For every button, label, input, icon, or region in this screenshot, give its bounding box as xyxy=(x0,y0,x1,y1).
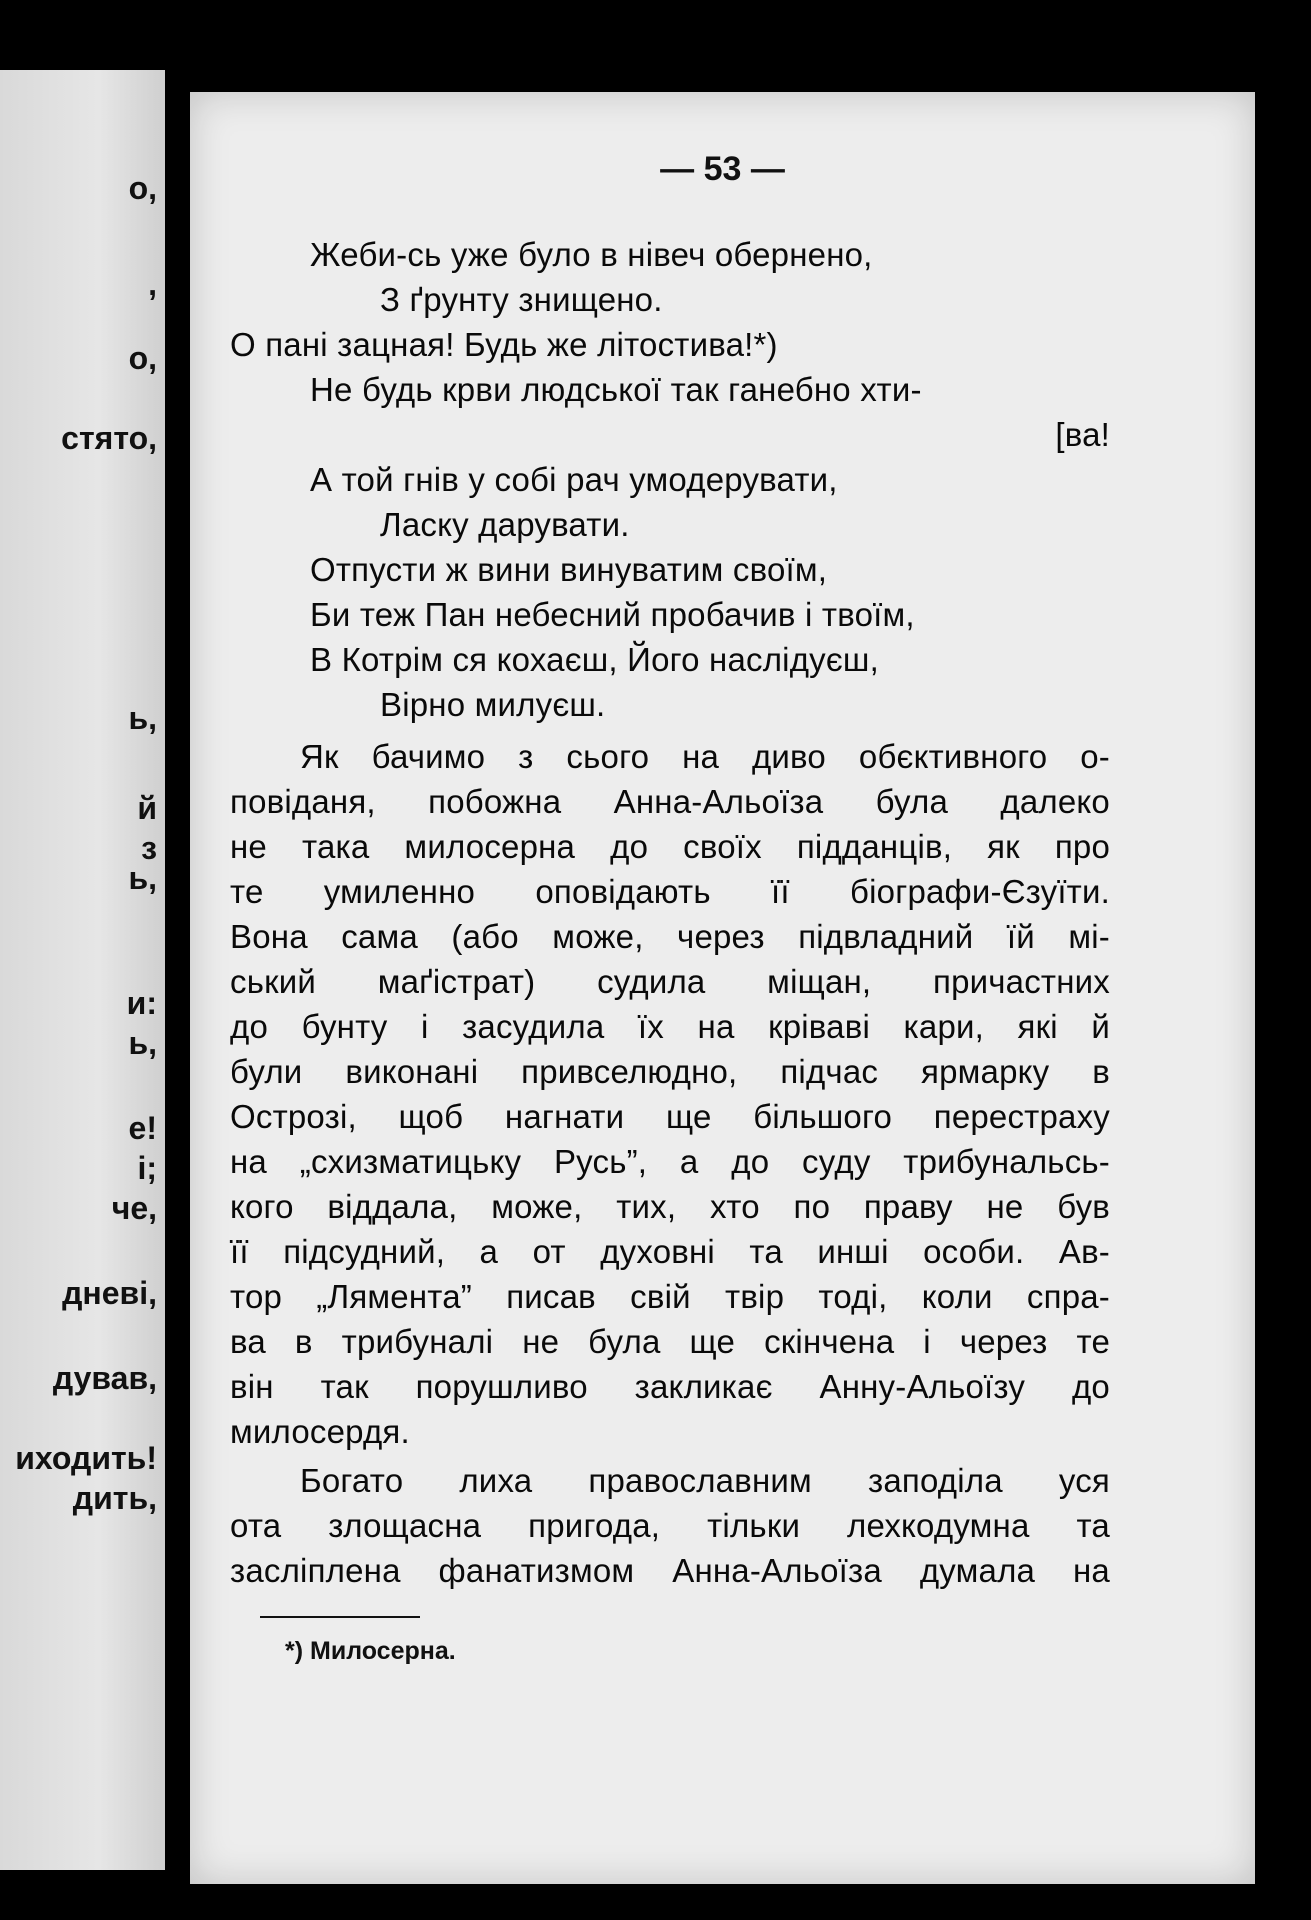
footnote: *) Милосерна. xyxy=(285,1637,456,1665)
poem-line: Би теж Пан небесний пробачив і твоїм, xyxy=(310,596,915,633)
book-page xyxy=(190,92,1255,1884)
poem-block xyxy=(230,232,1110,727)
text-line: були виконані привселюдно, підчас ярмарку в xyxy=(230,1053,1110,1090)
left-page-line: и: xyxy=(126,985,157,1021)
text-line: милосердя. xyxy=(230,1413,410,1450)
poem-line: Вірно милуєш. xyxy=(380,686,606,723)
text-line: ва в трибуналі не була ще скінчена і через те xyxy=(230,1323,1110,1360)
poem-line: А той гнів у собі рач умодерувати, xyxy=(310,461,838,498)
left-page-line: дить, xyxy=(72,1480,157,1516)
left-page-line: ь, xyxy=(128,860,157,896)
text-line: до бунту і засудила їх на кріваві кари, які й xyxy=(230,1008,1110,1045)
footnote-rule xyxy=(260,1616,420,1618)
left-page-line: дував, xyxy=(52,1360,157,1396)
poem-line: О пані зацная! Будь же літостива!*) xyxy=(230,326,778,363)
poem-line: З ґрунту знищено. xyxy=(380,281,663,318)
text-line: Вона сама (або може, через підвладний їй мі- xyxy=(230,918,1110,955)
poem-line: Не будь крви людської так ганебно хти- xyxy=(310,371,922,408)
text-line: ський маґістрат) судила міщан, причастних xyxy=(230,963,1110,1000)
left-page-line: ь, xyxy=(128,700,157,736)
poem-line: Отпусти ж вини винуватим своїм, xyxy=(310,551,828,588)
left-page-line: з xyxy=(141,830,157,866)
text-line: її підсудний, а от духовні та инші особи. Ав- xyxy=(230,1233,1110,1270)
poem-line: Жеби-сь уже було в нівеч обернено, xyxy=(310,236,873,273)
text-line: тор „Лямента” писав свій твір тоді, коли спра- xyxy=(230,1278,1110,1315)
text-line: Як бачимо з сього на диво обєктивного о- xyxy=(300,738,1110,775)
left-page-line: дневі, xyxy=(62,1275,157,1311)
poem-line: В Котрім ся кохаєш, Його наслідуєш, xyxy=(310,641,879,678)
page-number: — 53 — xyxy=(660,150,785,188)
left-page-line: і; xyxy=(137,1150,157,1186)
text-line: Богато лиха православним заподіла уся xyxy=(300,1462,1110,1499)
left-page-line: ь, xyxy=(128,1025,157,1061)
text-line: кого віддала, може, тих, хто по праву не був xyxy=(230,1188,1110,1225)
text-line: повіданя, побожна Анна-Альоїза була далеко xyxy=(230,783,1110,820)
left-page-line: стято, xyxy=(61,420,157,456)
text-line: те умиленно оповідають її біографи-Єзуїти. xyxy=(230,873,1110,910)
text-line: не така милосерна до своїх підданців, як про xyxy=(230,828,1110,865)
paragraph-2 xyxy=(230,1458,1110,1593)
text-line: Острозі, щоб нагнати ще більшого перестраху xyxy=(230,1098,1110,1135)
left-page-line: е! xyxy=(128,1110,157,1146)
poem-line: [ва! xyxy=(1055,416,1110,453)
text-line: на „схизматицьку Русь”, а до суду трибунальсь- xyxy=(230,1143,1110,1180)
text-line: він так порушливо закликає Анну-Альоїзу до xyxy=(230,1368,1110,1405)
left-page-line: о, xyxy=(128,170,157,206)
left-page-line: , xyxy=(148,266,157,302)
prose-block xyxy=(230,734,1110,1597)
paragraph-1 xyxy=(230,734,1110,1454)
poem-line: Ласку дарувати. xyxy=(380,506,630,543)
text-line: ота злощасна пригода, тільки лехкодумна та xyxy=(230,1507,1110,1544)
left-page-line: иходить! xyxy=(15,1440,157,1476)
text-line: засліплена фанатизмом Анна-Альоїза думала на xyxy=(230,1552,1110,1589)
left-facing-page xyxy=(0,70,165,1870)
left-page-line: о, xyxy=(128,340,157,376)
left-page-line: й xyxy=(137,790,157,826)
left-page-line: че, xyxy=(111,1190,157,1226)
